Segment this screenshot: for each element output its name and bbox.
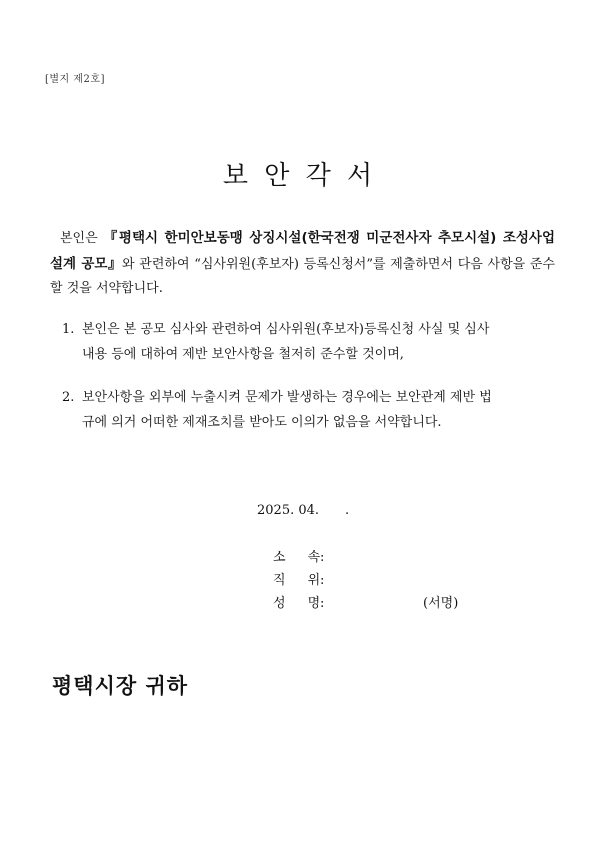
field-colon: : bbox=[320, 596, 325, 611]
addressee: 평택시장 귀하 bbox=[52, 674, 189, 698]
field-colon: : bbox=[320, 573, 325, 588]
field-colon: : bbox=[320, 550, 325, 565]
field-label-char: 위 bbox=[307, 573, 321, 588]
clause-item bbox=[62, 318, 555, 367]
signature-mark: (서명) bbox=[423, 596, 459, 611]
clause-number: 1. bbox=[62, 322, 75, 337]
field-label-char: 직 bbox=[273, 573, 286, 588]
date-line bbox=[257, 503, 349, 518]
field-label-char: 성 bbox=[273, 596, 286, 611]
project-name: 『평택시 한미안보동맹 상징시설(한국전쟁 미군전사자 추모시설) 조성사업 설계 공모』 bbox=[50, 230, 555, 272]
intro-prefix: 본인은 bbox=[60, 231, 104, 246]
clause-line: 규에 의거 어떠한 제재조치를 받아도 이의가 없음을 서약합니다. bbox=[82, 414, 442, 430]
date-year-month: 2025. 04. bbox=[257, 503, 320, 518]
intro-suffix: 와 관련하여 “심사위원(후보자) 등록신청서”를 제출하면서 다음 사항을 준수할 것을 서약합니다. bbox=[50, 256, 555, 296]
signature-field-affiliation bbox=[273, 546, 324, 565]
field-label-char: 속 bbox=[307, 550, 321, 565]
clause-line: 내용 등에 대하여 제반 보안사항을 철저히 준수할 것이며, bbox=[82, 346, 404, 362]
form-number-label: [별지 제2호] bbox=[45, 74, 105, 85]
field-label-char: 소 bbox=[273, 550, 286, 565]
field-label-char: 명 bbox=[307, 596, 321, 611]
date-day-dot: . bbox=[345, 503, 350, 518]
signature-field-name bbox=[273, 592, 324, 611]
clause-item bbox=[62, 386, 555, 435]
clause-line: 본인은 본 공모 심사와 관련하여 심사위원(후보자)등록신청 사실 및 심사 bbox=[82, 322, 490, 337]
document-title-text: 보 안 각 서 bbox=[222, 161, 373, 191]
signature-field-position bbox=[273, 569, 324, 588]
clause-number: 2. bbox=[62, 390, 75, 405]
intro-paragraph bbox=[50, 226, 555, 302]
document-title bbox=[0, 155, 595, 192]
clause-line: 보안사항을 외부에 누출시켜 문제가 발생하는 경우에는 보안관계 제반 법 bbox=[82, 390, 492, 405]
